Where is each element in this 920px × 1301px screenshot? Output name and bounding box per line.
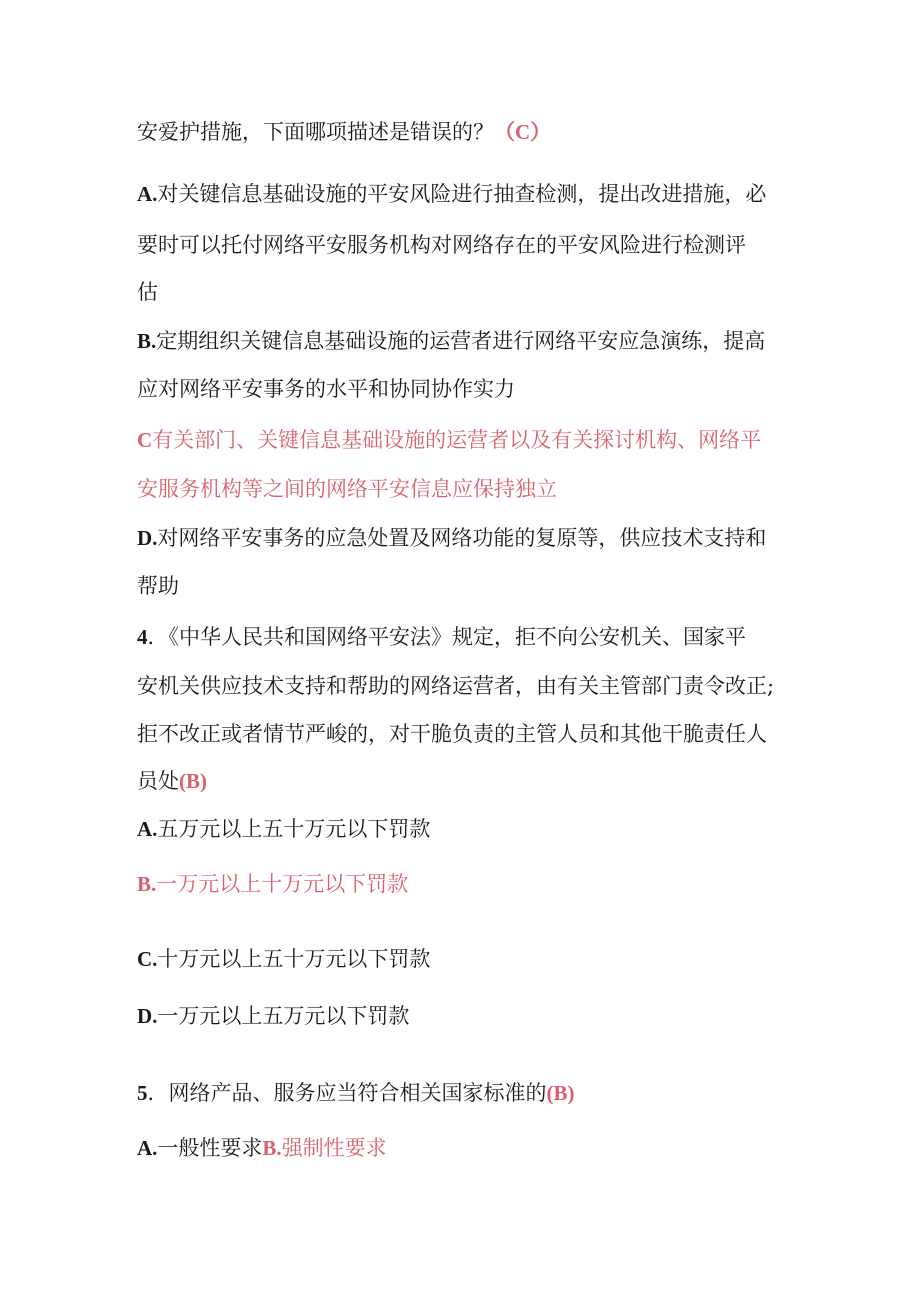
q5-stem — [137, 1079, 575, 1107]
q5-option-a-letter: A. — [137, 1136, 158, 1160]
q4-option-c — [137, 945, 430, 973]
q5-options — [137, 1134, 387, 1162]
q3-option-a-text: 估 — [137, 280, 158, 304]
q3-option-b-letter: B. — [137, 329, 157, 353]
q4-stem-line-3 — [137, 720, 767, 748]
q4-option-d — [137, 1002, 409, 1030]
q3-stem — [137, 118, 551, 146]
q3-option-a-line-1 — [137, 180, 766, 208]
q3-option-a-line-3 — [137, 278, 158, 306]
q4-option-a-letter: A. — [137, 817, 158, 841]
q3-option-a-line-2 — [137, 231, 746, 259]
q3-option-a-text: 对关键信息基础设施的平安风险进行抽查检测，提出改进措施，必 — [157, 182, 767, 206]
q4-option-d-letter: D. — [137, 1004, 158, 1028]
q4-option-c-letter: C. — [137, 947, 158, 971]
q3-option-b-text: 定期组织关键信息基础设施的运营者进行网络平安应急演练，提高 — [156, 329, 766, 353]
q3-option-a-letter: A. — [137, 182, 158, 206]
q4-stem-text: ．《中华人民共和国网络平安法》规定，拒不向公安机关、国家平 — [147, 625, 746, 649]
q5-stem-text: ．网络产品、服务应当符合相关国家标准的 — [147, 1081, 547, 1105]
q4-stem-line-1 — [137, 623, 746, 651]
q3-option-d-line-2 — [137, 572, 179, 600]
q3-option-b-line-1 — [137, 327, 765, 355]
q3-option-d-letter: D. — [137, 526, 158, 550]
q4-option-a — [137, 815, 430, 843]
q3-option-c-line-1 — [137, 426, 761, 454]
q4-number: 4 — [137, 625, 148, 649]
q5-option-b-text: 强制性要求 — [281, 1136, 387, 1160]
q3-option-c-line-2 — [137, 475, 557, 503]
q4-stem-text: 员处 — [137, 769, 179, 793]
q5-option-a-text: 一般性要求 — [157, 1136, 263, 1160]
q4-stem-line-2 — [137, 672, 774, 700]
q3-answer: （C） — [494, 120, 552, 144]
q4-option-b — [137, 870, 408, 898]
q4-answer: (B) — [179, 769, 207, 793]
q4-option-d-text: 一万元以上五万元以下罚款 — [157, 1004, 410, 1028]
q5-option-b-letter: B. — [262, 1136, 282, 1160]
q4-option-b-letter: B. — [137, 872, 157, 896]
q3-option-c-letter: C — [137, 428, 153, 452]
q3-option-b-text: 应对网络平安事务的水平和协同协作实力 — [137, 377, 515, 401]
q3-option-b-line-2 — [137, 375, 515, 403]
q3-stem-text: 安爱护措施，下面哪项描述是错误的？ — [137, 120, 494, 144]
q4-stem-text: 拒不改正或者情节严峻的，对干脆负责的主管人员和其他干脆责任人 — [137, 722, 767, 746]
q3-option-d-line-1 — [137, 524, 766, 552]
q4-option-c-text: 十万元以上五十万元以下罚款 — [157, 947, 431, 971]
q3-option-c-text: 有关部门、关键信息基础设施的运营者以及有关探讨机构、网络平 — [152, 428, 762, 452]
q4-stem-line-4 — [137, 767, 207, 795]
q3-option-a-text: 要时可以托付网络平安服务机构对网络存在的平安风险进行检测评 — [137, 233, 746, 257]
q4-stem-text: 安机关供应技术支持和帮助的网络运营者，由有关主管部门责令改正; — [137, 674, 775, 698]
q4-option-a-text: 五万元以上五十万元以下罚款 — [157, 817, 431, 841]
q3-option-c-text: 安服务机构等之间的网络平安信息应保持独立 — [137, 477, 557, 501]
q3-option-d-text: 对网络平安事务的应急处置及网络功能的复原等，供应技术支持和 — [157, 526, 767, 550]
q4-option-b-text: 一万元以上十万元以下罚款 — [156, 872, 409, 896]
q5-number: 5 — [137, 1081, 148, 1105]
q5-answer: (B) — [546, 1081, 575, 1105]
q3-option-d-text: 帮助 — [137, 574, 179, 598]
